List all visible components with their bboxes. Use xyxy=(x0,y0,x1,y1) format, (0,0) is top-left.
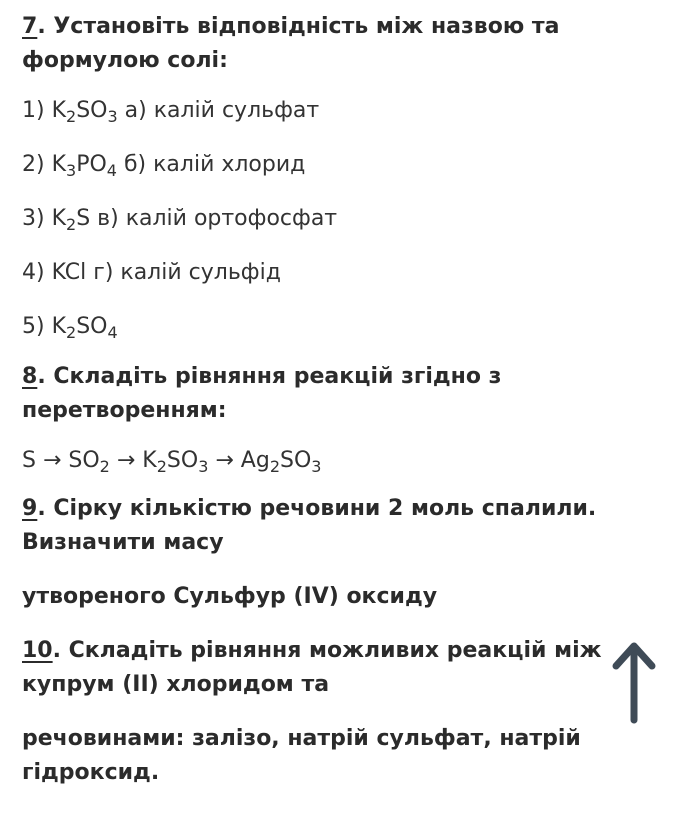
task8-chain: $S \to SO_2 \to K_2SO_3 \to Ag_2SO_3$ xyxy=(22,448,322,476)
task10-title: 10. Складіть рівняння можливих реакцій між купрум (II) хлоридом та xyxy=(22,638,602,697)
arrow-up-icon[interactable] xyxy=(612,640,656,724)
task7-number: 7 xyxy=(22,14,38,39)
task10-number: 10 xyxy=(22,638,53,663)
task7-item-1: 1) $K_2SO_3$ а) калій сульфат xyxy=(22,98,320,126)
task7-item-2: 2) $K_3PO_4$ б) калій хлорид xyxy=(22,152,306,180)
task8-title: 8. Складіть рівняння реакцій згідно з перетворенням: xyxy=(22,364,502,423)
task7-item-4: 4) KCl г) калій сульфід xyxy=(22,260,281,285)
task7-item-5: 5) $K_2SO_4$ xyxy=(22,314,118,342)
document xyxy=(22,0,662,790)
task9-title: 9. Сірку кількістю речовини 2 моль спалили. Визначити масу xyxy=(22,496,597,555)
task9-number: 9 xyxy=(22,496,38,521)
task7-title: 7. Установіть відповідність між назвою та формулою солі: xyxy=(22,14,560,73)
task7-item-3: 3) $K_2S$ в) калій ортофосфат xyxy=(22,206,338,234)
task10-title-cont: речовинами: залізо, натрій сульфат, натрій гідроксид. xyxy=(22,726,581,785)
task8-number: 8 xyxy=(22,364,38,389)
task9-title-cont: утвореного Сульфур (IV) оксиду xyxy=(22,584,438,609)
